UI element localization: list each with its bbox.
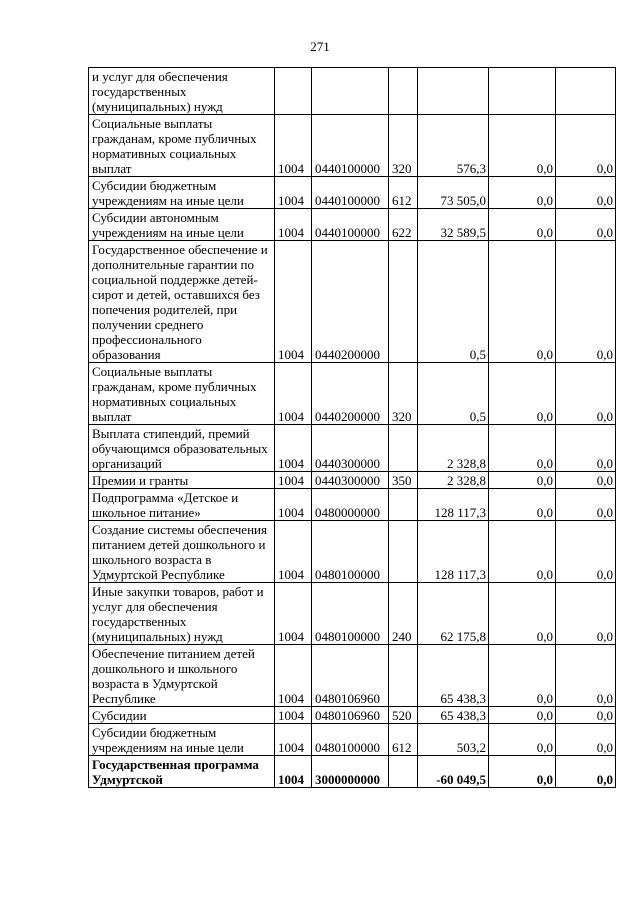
row-name-cell: и услуг для обеспечения государственных (муниципальных) нужд [89, 68, 275, 115]
row-amount-cell: 128 117,3 [418, 489, 489, 521]
row-name-cell: Создание системы обеспечения питанием детей дошкольного и школьного возраста в Удмуртской Республике [89, 521, 275, 583]
row-type-cell [389, 68, 418, 115]
row-section-cell: 1004 [275, 472, 312, 489]
row-name-cell: Субсидии [89, 707, 275, 724]
row-value1-cell: 0,0 [489, 241, 556, 363]
row-name-cell: Социальные выплаты гражданам, кроме публичных нормативных социальных выплат [89, 363, 275, 425]
row-value2-cell: 0,0 [556, 209, 616, 241]
row-section-cell: 1004 [275, 425, 312, 472]
row-type-cell [389, 241, 418, 363]
row-value2-cell: 0,0 [556, 724, 616, 756]
row-amount-cell: 73 505,0 [418, 177, 489, 209]
row-amount-cell: 65 438,3 [418, 707, 489, 724]
row-section-cell: 1004 [275, 489, 312, 521]
row-value2-cell: 0,0 [556, 177, 616, 209]
row-value2-cell: 0,0 [556, 241, 616, 363]
row-name-cell: Обеспечение питанием детей дошкольного и школьного возраста в Удмуртской Республике [89, 645, 275, 707]
table-row [89, 724, 616, 756]
row-section-cell: 1004 [275, 241, 312, 363]
row-value2-cell: 0,0 [556, 363, 616, 425]
row-name-cell: Государственная программа Удмуртской [89, 756, 275, 788]
table-row [89, 489, 616, 521]
table-row [89, 209, 616, 241]
row-section-cell: 1004 [275, 521, 312, 583]
row-type-cell: 612 [389, 177, 418, 209]
row-amount-cell: 62 175,8 [418, 583, 489, 645]
row-section-cell [275, 68, 312, 115]
row-type-cell [389, 489, 418, 521]
row-amount-cell: 503,2 [418, 724, 489, 756]
row-value1-cell: 0,0 [489, 115, 556, 177]
table-row [89, 177, 616, 209]
row-code-cell [312, 68, 389, 115]
row-name-cell: Государственное обеспечение и дополнительные гарантии по социальной поддержке детей-сирот и детей, оставшихся без попечения родителей, при получении среднего профессионального образования [89, 241, 275, 363]
row-code-cell: 0480100000 [312, 521, 389, 583]
row-amount-cell: 0,5 [418, 363, 489, 425]
row-value2-cell: 0,0 [556, 115, 616, 177]
row-value2-cell: 0,0 [556, 707, 616, 724]
row-value1-cell: 0,0 [489, 521, 556, 583]
row-value1-cell: 0,0 [489, 645, 556, 707]
row-code-cell: 0440200000 [312, 363, 389, 425]
page-number: 271 [310, 39, 330, 54]
row-code-cell: 0440300000 [312, 472, 389, 489]
row-name-cell: Иные закупки товаров, работ и услуг для обеспечения государственных (муниципальных) нужд [89, 583, 275, 645]
row-code-cell: 0440300000 [312, 425, 389, 472]
row-name-cell: Выплата стипендий, премий обучающимся образовательных организаций [89, 425, 275, 472]
row-type-cell: 240 [389, 583, 418, 645]
row-section-cell: 1004 [275, 724, 312, 756]
table-row [89, 241, 616, 363]
row-value2-cell [556, 68, 616, 115]
row-type-cell: 350 [389, 472, 418, 489]
table-row [89, 521, 616, 583]
row-value2-cell: 0,0 [556, 472, 616, 489]
row-name-cell: Субсидии автономным учреждениям на иные цели [89, 209, 275, 241]
row-value1-cell: 0,0 [489, 363, 556, 425]
row-value2-cell: 0,0 [556, 756, 616, 788]
table-row [89, 363, 616, 425]
table-row [89, 583, 616, 645]
row-name-cell: Субсидии бюджетным учреждениям на иные цели [89, 177, 275, 209]
row-amount-cell: 32 589,5 [418, 209, 489, 241]
row-type-cell [389, 425, 418, 472]
row-section-cell: 1004 [275, 177, 312, 209]
row-value2-cell: 0,0 [556, 583, 616, 645]
row-section-cell: 1004 [275, 209, 312, 241]
row-value1-cell: 0,0 [489, 209, 556, 241]
row-amount-cell: 65 438,3 [418, 645, 489, 707]
row-code-cell: 0480106960 [312, 645, 389, 707]
table-row [89, 68, 616, 115]
row-section-cell: 1004 [275, 583, 312, 645]
row-name-cell: Премии и гранты [89, 472, 275, 489]
row-code-cell: 0480000000 [312, 489, 389, 521]
table-row [89, 756, 616, 788]
row-value1-cell: 0,0 [489, 489, 556, 521]
row-value1-cell: 0,0 [489, 724, 556, 756]
row-type-cell [389, 645, 418, 707]
row-value2-cell: 0,0 [556, 521, 616, 583]
row-name-cell: Социальные выплаты гражданам, кроме публичных нормативных социальных выплат [89, 115, 275, 177]
row-section-cell: 1004 [275, 115, 312, 177]
row-code-cell: 0440100000 [312, 209, 389, 241]
table-row [89, 115, 616, 177]
row-section-cell: 1004 [275, 363, 312, 425]
row-code-cell: 3000000000 [312, 756, 389, 788]
row-type-cell: 320 [389, 363, 418, 425]
row-value1-cell: 0,0 [489, 472, 556, 489]
row-code-cell: 0480100000 [312, 583, 389, 645]
row-value1-cell: 0,0 [489, 177, 556, 209]
row-type-cell: 622 [389, 209, 418, 241]
row-code-cell: 0480100000 [312, 724, 389, 756]
row-section-cell: 1004 [275, 645, 312, 707]
row-type-cell [389, 521, 418, 583]
row-value1-cell: 0,0 [489, 425, 556, 472]
row-value2-cell: 0,0 [556, 489, 616, 521]
row-type-cell: 320 [389, 115, 418, 177]
row-type-cell [389, 756, 418, 788]
table-body [89, 68, 616, 788]
row-amount-cell: -60 049,5 [418, 756, 489, 788]
row-amount-cell [418, 68, 489, 115]
row-value1-cell: 0,0 [489, 707, 556, 724]
row-value2-cell: 0,0 [556, 645, 616, 707]
row-value1-cell: 0,0 [489, 756, 556, 788]
row-value2-cell: 0,0 [556, 425, 616, 472]
row-value1-cell [489, 68, 556, 115]
table-row [89, 645, 616, 707]
table-row [89, 472, 616, 489]
row-code-cell: 0440200000 [312, 241, 389, 363]
row-amount-cell: 128 117,3 [418, 521, 489, 583]
row-code-cell: 0440100000 [312, 115, 389, 177]
row-amount-cell: 2 328,8 [418, 425, 489, 472]
row-type-cell: 612 [389, 724, 418, 756]
row-amount-cell: 576,3 [418, 115, 489, 177]
table-row [89, 707, 616, 724]
row-name-cell: Субсидии бюджетным учреждениям на иные цели [89, 724, 275, 756]
table-row [89, 425, 616, 472]
row-value1-cell: 0,0 [489, 583, 556, 645]
row-section-cell: 1004 [275, 756, 312, 788]
row-section-cell: 1004 [275, 707, 312, 724]
row-amount-cell: 0,5 [418, 241, 489, 363]
row-code-cell: 0440100000 [312, 177, 389, 209]
row-type-cell: 520 [389, 707, 418, 724]
row-code-cell: 0480106960 [312, 707, 389, 724]
row-name-cell: Подпрограмма «Детское и школьное питание» [89, 489, 275, 521]
row-amount-cell: 2 328,8 [418, 472, 489, 489]
budget-table [88, 67, 616, 788]
